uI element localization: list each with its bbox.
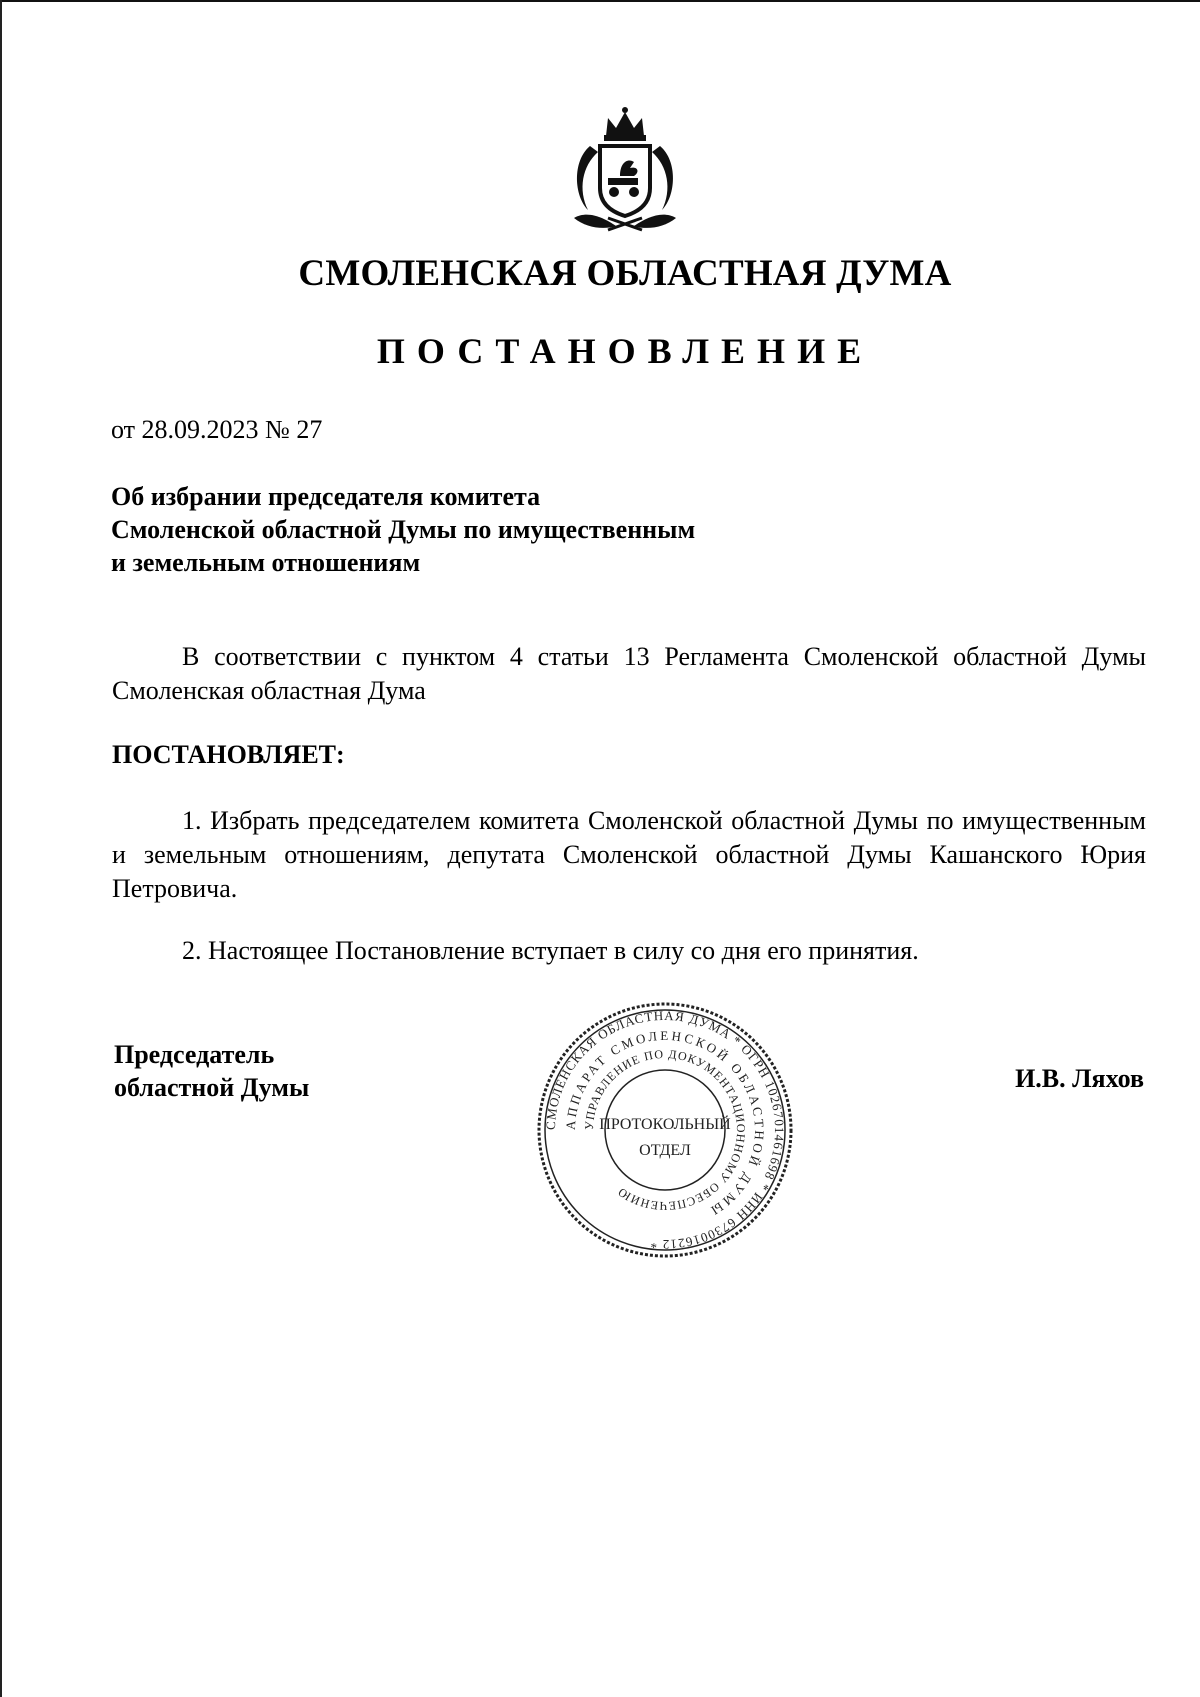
stamp-center-line: ОТДЕЛ [639, 1142, 691, 1159]
subject-line: Смоленской областной Думы по имущественным [111, 515, 696, 544]
subject-line: и земельным отношениям [111, 548, 421, 577]
coat-of-arms-icon [568, 106, 682, 236]
decree-heading: ПОСТАНОВЛЯЕТ: [112, 740, 345, 769]
stamp-center-line: ПРОТОКОЛЬНЫЙ [599, 1116, 731, 1133]
decree-item-2: 2. Настоящее Постановление вступает в силу со дня его принятия. [182, 936, 919, 965]
decree-item-1: 1. Избрать председателем комитета Смоленской областной Думы по имущественным и земельным отношениям, депутата Смоленской областной Думы Кашанского Юрия Петровича. [112, 806, 1146, 903]
document-date-number: от 28.09.2023 № 27 [111, 415, 323, 444]
signatory-title-line: областной Думы [114, 1073, 310, 1102]
intro-paragraph: В соответствии с пунктом 4 статьи 13 Регламента Смоленской областной Думы Смоленская областная Дума [112, 642, 1146, 705]
stamp-middle-text: АППАРАТ СМОЛЕНСКОЙ ОБЛАСТНОЙ ДУМЫ [562, 1027, 768, 1220]
stamp-outer-text: СМОЛЕНСКАЯ ОБЛАСТНАЯ ДУМА * ОГРН 1026701461698 * ИНН 6730016212 * [542, 1007, 788, 1253]
signatory-title [114, 1038, 309, 1104]
signatory-name: И.В. Ляхов [1015, 1064, 1144, 1093]
document-subject [111, 480, 695, 579]
stamp-center [535, 1112, 795, 1164]
stamp-inner-text: УПРАВЛЕНИЕ ПО ДОКУМЕНТАЦИОННОМУ ОБЕСПЕЧЕНИЮ [581, 1046, 749, 1214]
subject-line: Об избрании председателя комитета [111, 482, 541, 511]
organization-title: СМОЛЕНСКАЯ ОБЛАСТНАЯ ДУМА [298, 253, 952, 294]
scan-edge-top [0, 0, 1200, 2]
document-type-heading: ПОСТАНОВЛЕНИЕ [376, 331, 874, 371]
signatory-title-line: Председатель [114, 1040, 275, 1069]
